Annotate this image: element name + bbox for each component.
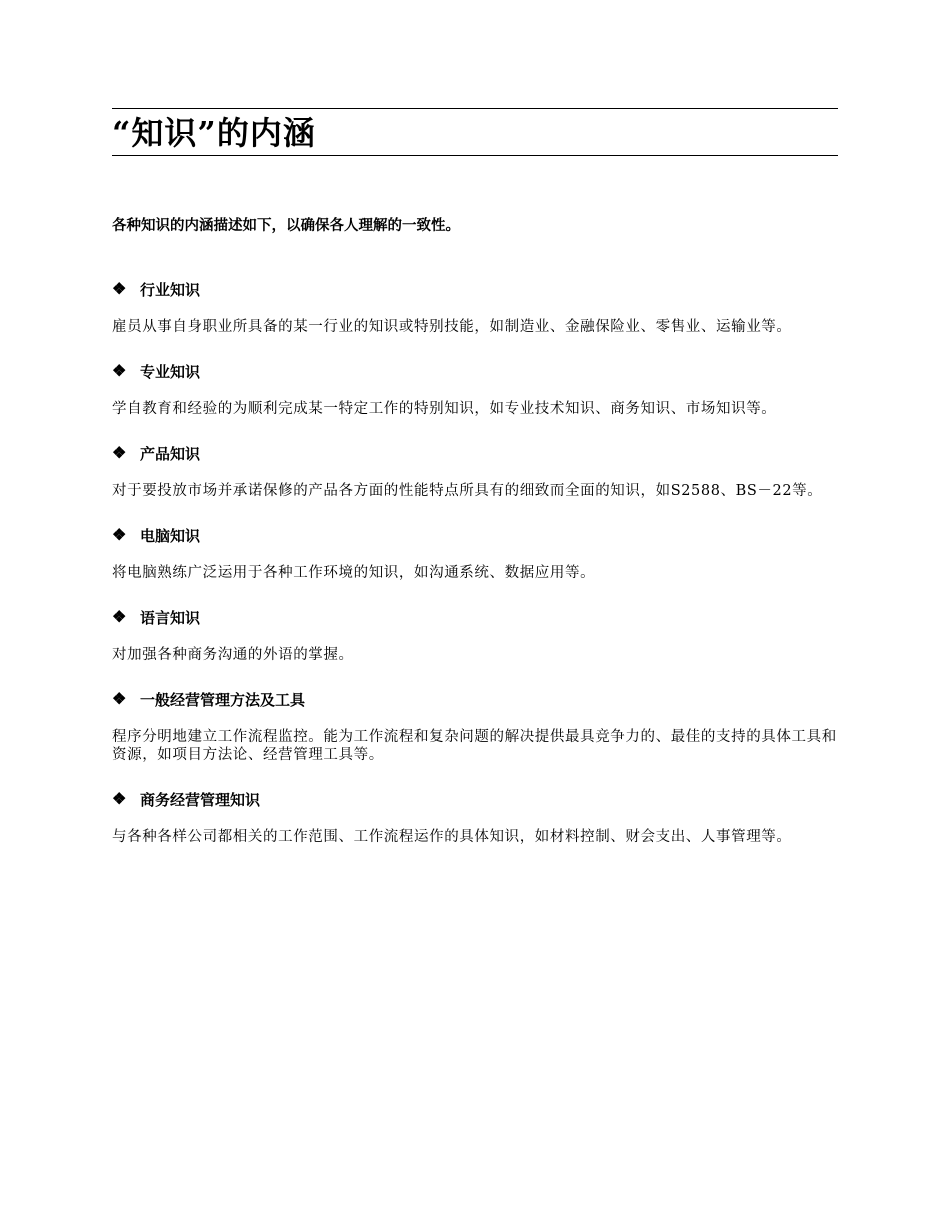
diamond-bullet-icon: ❖ bbox=[112, 279, 127, 298]
diamond-bullet-icon: ❖ bbox=[112, 443, 127, 462]
section-heading-text: 一般经营管理方法及工具 bbox=[140, 690, 306, 709]
section-heading bbox=[112, 360, 838, 382]
section-list bbox=[112, 278, 838, 846]
section-body: 将电脑熟练广泛运用于各种工作环境的知识，如沟通系统、数据应用等。 bbox=[112, 565, 596, 581]
section-body: 学自教育和经验的为顺利完成某一特定工作的特别知识，如专业技术知识、商务知识、市场知识等。 bbox=[112, 401, 777, 417]
title-band bbox=[112, 108, 838, 156]
section-body: 与各种各样公司都相关的工作范围、工作流程运作的具体知识，如材料控制、财会支出、人事管理等。 bbox=[112, 829, 792, 845]
section-body: 对于要投放市场并承诺保修的产品各方面的性能特点所具有的细致而全面的知识，如S2588、BS－22等。 bbox=[112, 483, 823, 499]
section-heading-text: 行业知识 bbox=[140, 280, 201, 299]
section-business-management-knowledge bbox=[112, 788, 838, 846]
section-heading-text: 产品知识 bbox=[140, 444, 201, 463]
section-body: 程序分明地建立工作流程监控。能为工作流程和复杂问题的解决提供最具竞争力的、最佳的支持的具体工具和资源，如项目方法论、经营管理工具等。 bbox=[112, 729, 837, 763]
section-general-management-tools bbox=[112, 688, 838, 764]
section-professional-knowledge bbox=[112, 360, 838, 418]
section-heading bbox=[112, 788, 838, 810]
section-heading-text: 电脑知识 bbox=[140, 526, 201, 545]
diamond-bullet-icon: ❖ bbox=[112, 789, 127, 808]
diamond-bullet-icon: ❖ bbox=[112, 361, 127, 380]
document-page bbox=[112, 108, 838, 870]
diamond-bullet-icon: ❖ bbox=[112, 525, 127, 544]
intro-paragraph: 各种知识的内涵描述如下，以确保各人理解的一致性。 bbox=[112, 217, 460, 234]
section-industry-knowledge bbox=[112, 278, 838, 336]
section-product-knowledge bbox=[112, 442, 838, 500]
section-heading bbox=[112, 442, 838, 464]
page-title: “知识”的内涵 bbox=[112, 114, 316, 152]
section-heading bbox=[112, 278, 838, 300]
diamond-bullet-icon: ❖ bbox=[112, 689, 127, 708]
section-heading bbox=[112, 524, 838, 546]
section-language-knowledge bbox=[112, 606, 838, 664]
section-heading bbox=[112, 606, 838, 628]
section-heading-text: 专业知识 bbox=[140, 362, 201, 381]
section-heading-text: 商务经营管理知识 bbox=[140, 790, 261, 809]
section-heading-text: 语言知识 bbox=[140, 608, 201, 627]
section-computer-knowledge bbox=[112, 524, 838, 582]
section-body: 雇员从事自身职业所具备的某一行业的知识或特别技能，如制造业、金融保险业、零售业、运输业等。 bbox=[112, 319, 792, 335]
section-heading bbox=[112, 688, 838, 710]
section-body: 对加强各种商务沟通的外语的掌握。 bbox=[112, 647, 354, 663]
diamond-bullet-icon: ❖ bbox=[112, 607, 127, 626]
